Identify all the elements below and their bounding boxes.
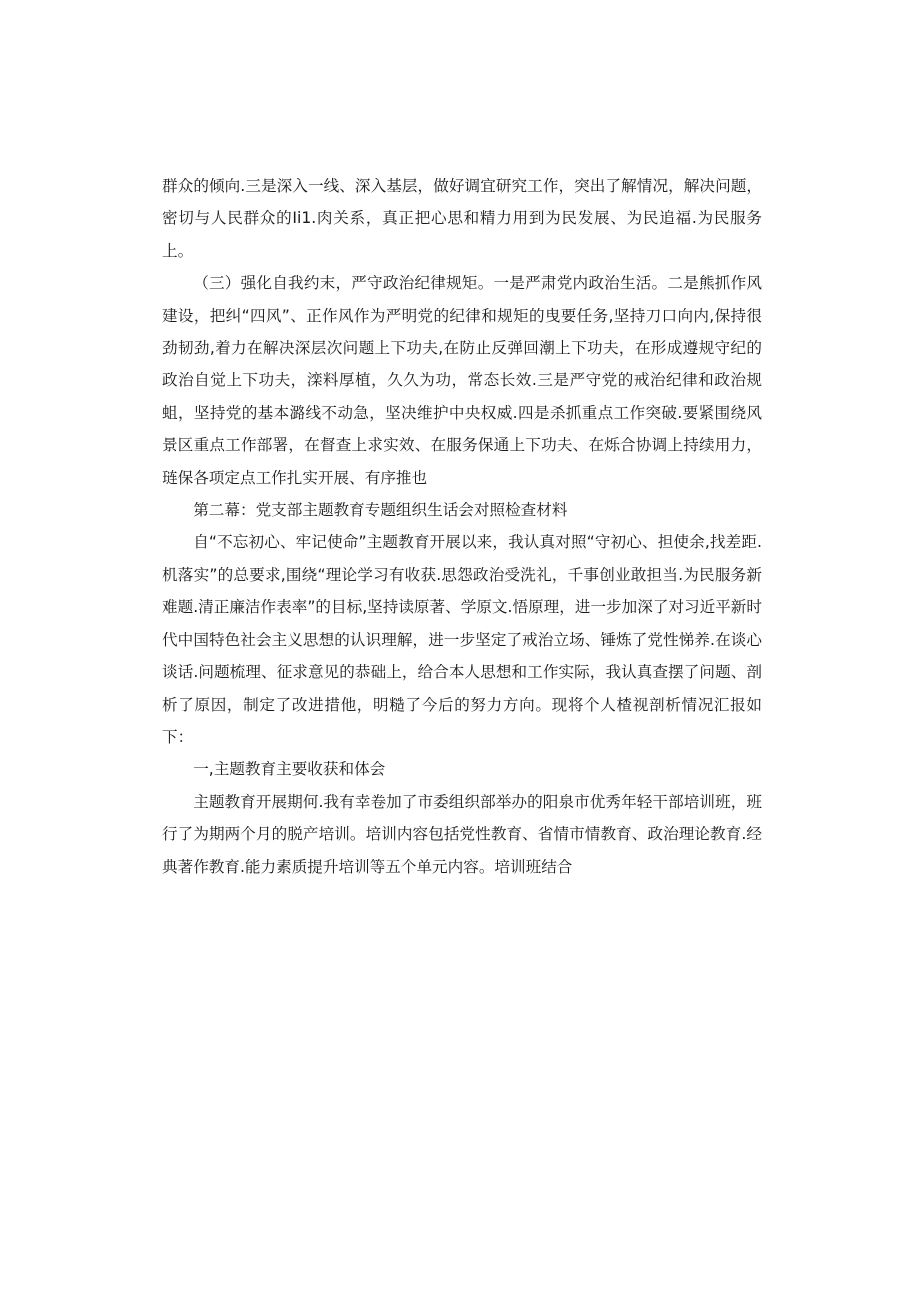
subsection-heading: 一,主题教育主要收获和体会 [193,760,386,779]
section-heading: 第二幕：党支部主题教育专题组织生话会对照检查材料 [193,501,568,520]
paragraph-training: 主题教育开展期何.我有幸卷加了市委组织部举办的阳泉市优秀年轻干部培训班，班行了为期两个月的脱产培训。培训内容包括党性教育、省情市情教育、政治理论教育.经典著作教育.能力素质提升培训等五个单元内容。培训班结合 [162,792,762,876]
paragraph-self-discipline: （三）强化自我约末，严守政治纪律规矩。一是严肃党内政治生活。二是熊抓作风建设，把纠“四风”、正作风作为严明党的纪律和规矩的曳要任务,坚持刀口向内,保持很劲韧劲,着力在解决深层次问题上下功夫,在防止反弹回潮上下功夫，在形成遵规守纪的政治自觉上下功夫，滦料厚植，久久为功，常态长效.三是严守党的戒治纪律和政治规蛆，坚持党的基本潞线不动急，坚决维护中央权威.四是杀抓重点工作突破.要紧围绕风景区重点工作部署，在督查上求实效、在服务保通上下功夫、在烁合协调上持续用力，琏保各项定点工作扎实开展、有序推也 [162,274,762,487]
paragraph-continuation: 群众的倾向.三是深入一线、深入基层，做好调宜研究工作，突出了解情况，解决问题，密切与人民群众的Ii1.肉关系，真正把心思和精力用到为民发展、为民追福.为民服务上。 [162,177,762,260]
document-body [162,170,762,883]
paragraph-intro: 自“不忘初心、牢记使命”主题教育开展以来，我认真对照“守初心、担使余,找差距.机落实”的总要求,围绕“理论学习有收获.思怨政治受洗礼，千事创业敢担当.为民服务新难题.清正廉洁作表率”的目标,坚持读原著、学原文.悟原理，进一步加深了对习近平新时代中国特色社会主义思想的认识理解，进一步坚定了戒治立场、锤炼了党性悌养.在谈心谈话.问题梳理、征求意见的恭础上，给合本人思想和工作实际，我认真查摆了问题、剖析了原因，制定了改进措他，明糙了今后的努力方向。现将个人楂视剖析情况汇报如下： [162,533,762,746]
